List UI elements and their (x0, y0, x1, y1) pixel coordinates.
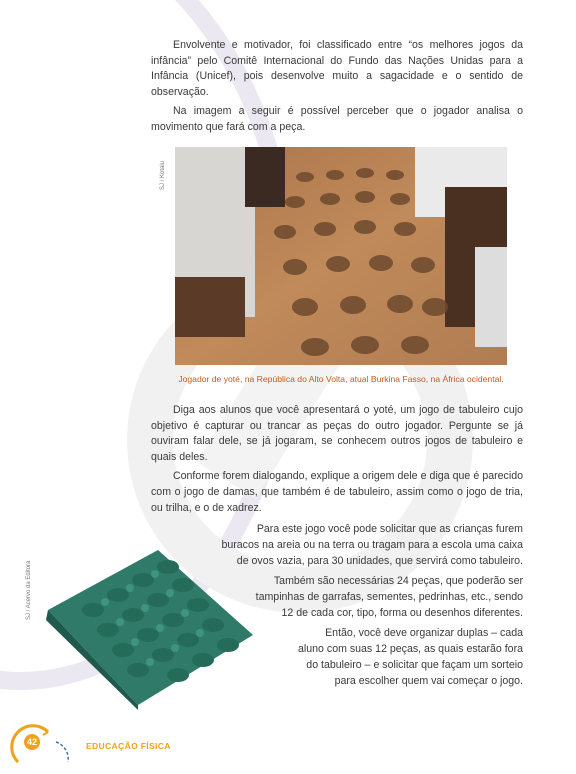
photo-caption: Jogador de yoté, na República do Alto Volta, atual Burkina Fasso, na África ocidental. (178, 374, 504, 384)
stair-line-2: buracos na areia ou na terra ou tragam para a escola uma caixa (221, 539, 523, 551)
page-number: 42 (24, 734, 40, 750)
stair-line-4: Também são necessárias 24 peças, que poderão ser (273, 575, 523, 587)
footer-arc-decoration (8, 722, 80, 768)
intro-block (151, 38, 523, 136)
tray-credit: SJ / Acervo da Editora (26, 560, 32, 620)
paragraph-image-intro: Na imagem a seguir é possível perceber que o jogador analisa o movimento que fará com a peça. (151, 105, 523, 133)
yote-game-photo (175, 147, 507, 365)
stair-line-5: tampinhas de garrafas, sementes, pedrinhas, etc., sendo (255, 591, 523, 603)
section-label: EDUCAÇÃO FÍSICA (86, 741, 171, 751)
stair-line-8: aluno com suas 12 peças, as quais estarão fora (298, 643, 523, 655)
stair-line-10: para escolher quem vai começar o jogo. (334, 675, 523, 687)
stair-line-3: de ovos vazia, para 30 unidades, que servirá como tabuleiro. (236, 555, 523, 567)
photo-credit: SJ / Kotalu (160, 160, 166, 190)
stair-line-9: do tabuleiro – e solicitar que façam um sorteio (306, 659, 523, 671)
paragraph-intro: Envolvente e motivador, foi classificado entre “os melhores jogos da infância” pelo Comitê Internacional do Fundo das Nações Unidas para a Infância (Unicef), pois desenvolve muito a sagacidade e o sentido de observação. (151, 39, 523, 98)
egg-carton-image (38, 540, 258, 710)
stair-line-7: Então, você deve organizar duplas – cada (325, 627, 523, 639)
stair-line-6: 12 de cada cor, tipo, forma ou desenhos diferentes. (281, 607, 523, 619)
body-block (151, 403, 523, 516)
stair-line-1: Para este jogo você pode solicitar que as crianças furem (256, 523, 523, 535)
paragraph-yote-intro: Diga aos alunos que você apresentará o yoté, um jogo de tabuleiro cujo objetivo é capturar ou trancar as peças do outro jogador. Pergunte se já ouviram falar dele, se já jogaram, se conhecem outros jogos de tabuleiro e quais deles. (151, 404, 523, 463)
paragraph-origin: Conforme forem dialogando, explique a origem dele e diga que é parecido com o jogo de damas, que também é de tabuleiro, assim como o jogo de tria, ou trilha, e o de xadrez. (151, 470, 523, 514)
